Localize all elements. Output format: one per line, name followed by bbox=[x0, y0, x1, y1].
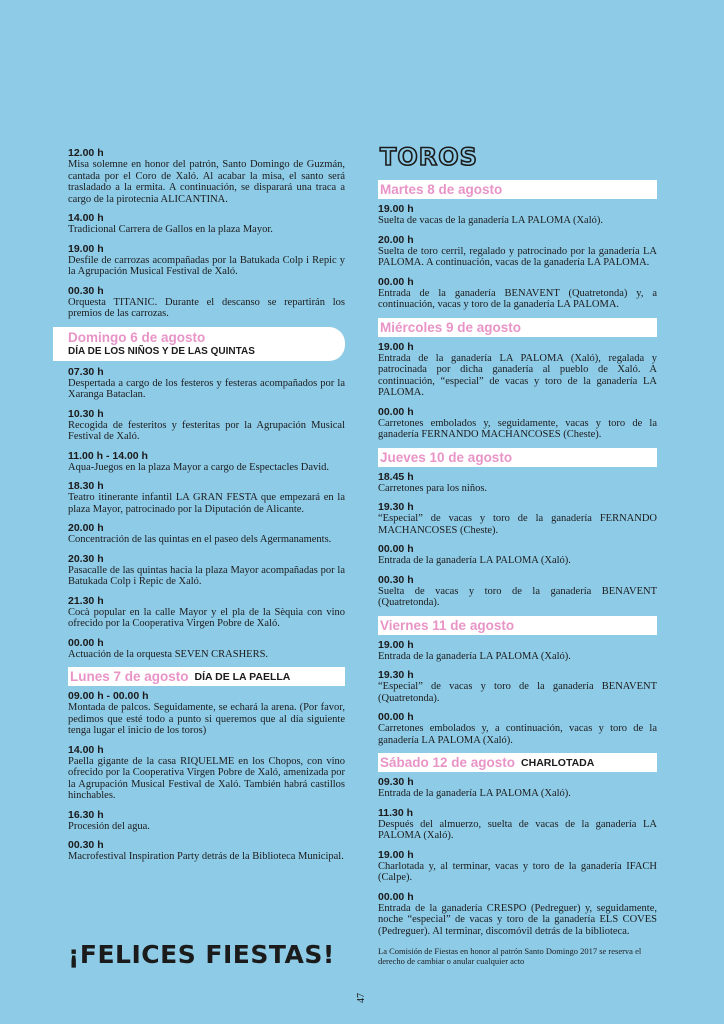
event-time: 00.00 h bbox=[378, 275, 414, 288]
event-time: 20.00 h bbox=[68, 522, 104, 534]
day-title: Jueves 10 de agosto bbox=[380, 449, 513, 465]
event bbox=[68, 637, 345, 661]
day-theme: DÍA DE LOS NIÑOS Y DE LAS QUINTAS bbox=[68, 345, 255, 357]
event-text: Paella gigante de la casa RIQUELME en los Chopos, con vino ofrecido por la Cooperativa Virgen Pobre de Xaló, amenizada por la Agrupación Musical Festival de Xaló. También habrá castillos hinchables. bbox=[68, 755, 345, 801]
event-time: 21.30 h bbox=[68, 594, 104, 607]
event-text: “Especial” de vacas y toro de la ganadería FERNANDO MACHANCOSES (Cheste). bbox=[378, 513, 657, 536]
right-column bbox=[378, 144, 657, 944]
event-time: 18.45 h bbox=[378, 470, 414, 483]
event-time: 14.00 h bbox=[68, 212, 104, 224]
event bbox=[378, 807, 657, 842]
day-header-miercoles bbox=[378, 318, 657, 337]
event bbox=[68, 690, 345, 737]
event-time: 00.30 h bbox=[68, 839, 104, 851]
event bbox=[378, 406, 657, 441]
day-title: Viernes 11 de agosto bbox=[380, 617, 515, 633]
event-time: 09.30 h bbox=[378, 776, 414, 788]
event-text: Entrada de la ganadería LA PALOMA (Xaló). bbox=[378, 555, 571, 566]
event-text: Concentración de las quintas en el paseo dels Agermanaments. bbox=[68, 534, 332, 545]
event-time: 20.30 h bbox=[68, 552, 104, 565]
event-text: Pasacalle de las quintas hacia la plaza Mayor acompañadas por la Batukada Colp i Repic de Xaló. bbox=[68, 564, 345, 587]
event-time: 19.00 h bbox=[378, 638, 414, 651]
event-time: 16.30 h bbox=[68, 808, 104, 821]
event-text: “Especial” de vacas y toro de la ganadería BENAVENT (Quatretonda). bbox=[378, 681, 657, 704]
event-time: 19.00 h bbox=[378, 340, 414, 353]
day-header-lunes bbox=[68, 667, 345, 686]
miercoles-events bbox=[378, 341, 657, 441]
event bbox=[378, 543, 657, 567]
event-time: 07.30 h bbox=[68, 365, 104, 378]
event bbox=[68, 553, 345, 588]
event bbox=[68, 809, 345, 833]
event-text: Suelta de vacas de la ganadería LA PALOMA (Xaló). bbox=[378, 215, 604, 226]
martes-events bbox=[378, 203, 657, 311]
event bbox=[378, 669, 657, 704]
disclaimer: La Comisión de Fiestas en honor al patrón Santo Domingo 2017 se reserva el derecho de cambiar o anular cualquier acto bbox=[378, 946, 642, 966]
event bbox=[378, 711, 657, 746]
day-title: Domingo 6 de agosto bbox=[68, 329, 206, 345]
event bbox=[68, 147, 345, 205]
event-text: Entrada de la ganadería LA PALOMA (Xaló). bbox=[378, 788, 571, 799]
event-text: Actuación de la orquesta SEVEN CRASHERS. bbox=[68, 648, 269, 660]
event-time: 11.00 h - 14.00 h bbox=[68, 449, 148, 462]
event bbox=[378, 234, 657, 269]
event bbox=[68, 839, 345, 863]
day-title: Miércoles 9 de agosto bbox=[380, 319, 522, 335]
event-text: Aqua-Juegos en la plaza Mayor a cargo de Espectacles David. bbox=[68, 461, 330, 473]
event-time: 19.00 h bbox=[378, 203, 414, 215]
event-text: Carretones embolados y, seguidamente, vacas y toro de la ganadería FERNANDO MACHANCOSES (Cheste). bbox=[378, 417, 657, 440]
event-text: Suelta de vacas y toro de la ganadería BENAVENT (Quatretonda). bbox=[378, 585, 657, 608]
event bbox=[68, 285, 345, 320]
event-text: Recogida de festeritos y festeritas por la Agrupación Musical Festival de Xaló. bbox=[68, 419, 345, 442]
day-header-viernes bbox=[378, 616, 657, 635]
event-time: 20.00 h bbox=[378, 233, 414, 246]
event-time: 10.30 h bbox=[68, 407, 104, 420]
event-time: 00.00 h bbox=[378, 405, 414, 418]
event bbox=[378, 639, 657, 663]
event bbox=[378, 203, 657, 227]
event bbox=[68, 595, 345, 630]
event bbox=[68, 212, 345, 236]
event-time: 14.00 h bbox=[68, 743, 104, 756]
event bbox=[68, 408, 345, 443]
event-time: 00.30 h bbox=[378, 573, 414, 586]
event-time: 19.30 h bbox=[378, 669, 414, 681]
event bbox=[68, 450, 345, 474]
felices-fiestas-heading: ¡FELICES FIESTAS! bbox=[68, 940, 335, 969]
event-text: Charlotada y, al terminar, vacas y toro de la ganadería IFACH (Calpe). bbox=[378, 860, 657, 883]
event-time: 09.00 h - 00.00 h bbox=[68, 690, 149, 702]
event bbox=[68, 243, 345, 278]
event-text: Entrada de la ganadería CRESPO (Pedreguer) y, seguidamente, noche “especial” de vacas y toro de la ganadería ELS COVES (Pedreguer). Al terminar, discomóvil detrás de la biblioteca. bbox=[378, 902, 657, 937]
event-text: Después del almuerzo, suelta de vacas de la ganadería LA PALOMA (Xaló). bbox=[378, 818, 657, 841]
event-text: Procesión del agua. bbox=[68, 820, 150, 832]
event-text: Cocà popular en la calle Mayor y el pla de la Sèquia con vino ofrecido por la Cooperativa Virgen Pobre de Xaló. bbox=[68, 606, 345, 629]
event-text: Entrada de la ganadería BENAVENT (Quatretonda) y, a continuación, vacas y toro de la ganadería LA PALOMA. bbox=[378, 287, 657, 310]
intro-events bbox=[68, 147, 345, 320]
day-theme: CHARLOTADA bbox=[521, 756, 595, 769]
event bbox=[68, 522, 345, 546]
event-text: Entrada de la ganadería LA PALOMA (Xaló). bbox=[378, 650, 571, 662]
day-theme: DÍA DE LA PAELLA bbox=[194, 670, 291, 683]
event bbox=[378, 341, 657, 399]
event bbox=[378, 471, 657, 495]
event-time: 18.30 h bbox=[68, 480, 104, 492]
event-text: Suelta de toro cerril, regalado y patrocinado por la ganadería LA PALOMA. A continuación, vacas de la ganadería LA PALOMA. bbox=[378, 245, 657, 268]
event-text: Teatro itinerante infantil LA GRAN FESTA que empezará en la plaza Mayor, patrocinado por la Diputación de Alicante. bbox=[68, 492, 345, 515]
event-text: Despertada a cargo de los festeros y festeras acompañados por la Xaranga Bataclan. bbox=[68, 377, 345, 400]
event bbox=[378, 849, 657, 884]
event-text: Entrada de la ganadería LA PALOMA (Xaló), regalada y patrocinada por dicha ganadería al pueblo de Xaló. A continuación, “especial” de vacas y toro de la ganadería LA PALOMA. bbox=[378, 352, 657, 398]
event-text: Montada de palcos. Seguidamente, se echará la arena. (Por favor, pedimos que esté todo a punto si queremos que al día siguiente tenga lugar el inicio de los toros) bbox=[68, 702, 345, 736]
event-time: 00.00 h bbox=[378, 890, 414, 903]
event-text: Misa solemne en honor del patrón, Santo Domingo de Guzmán, cantada por el Coro de Xaló. Al acabar la misa, el santo será trasladado a la ermita. A continuación, se disparará una traca a cargo de la pirotecnia ALICANTINA. bbox=[68, 159, 345, 205]
viernes-events bbox=[378, 639, 657, 747]
day-header-jueves bbox=[378, 448, 657, 467]
toros-heading: TOROS bbox=[380, 143, 478, 171]
jueves-events bbox=[378, 471, 657, 609]
day-header-sabado bbox=[378, 753, 657, 772]
event-time: 00.00 h bbox=[68, 636, 104, 649]
event-text: Macrofestival Inspiration Party detrás de la Biblioteca Municipal. bbox=[68, 851, 344, 862]
day-title: Sábado 12 de agosto bbox=[380, 755, 516, 770]
left-column bbox=[68, 147, 345, 870]
day-header-domingo bbox=[53, 327, 345, 361]
day-title: Lunes 7 de agosto bbox=[70, 669, 189, 684]
event bbox=[378, 501, 657, 536]
page-number: 47 bbox=[356, 993, 367, 1003]
event-text: Tradicional Carrera de Gallos en la plaza Mayor. bbox=[68, 224, 273, 235]
event-time: 19.30 h bbox=[378, 501, 414, 513]
event bbox=[378, 776, 657, 800]
event bbox=[68, 744, 345, 802]
event-time: 00.00 h bbox=[378, 711, 414, 723]
event bbox=[68, 366, 345, 401]
event-time: 11.30 h bbox=[378, 806, 414, 819]
event-time: 12.00 h bbox=[68, 147, 104, 159]
domingo-events bbox=[68, 366, 345, 661]
event bbox=[378, 574, 657, 609]
lunes-events bbox=[68, 690, 345, 863]
event-time: 19.00 h bbox=[378, 848, 414, 861]
event-time: 00.30 h bbox=[68, 284, 104, 297]
day-header-martes bbox=[378, 180, 657, 199]
event-text: Carretones para los niños. bbox=[378, 482, 488, 494]
event bbox=[68, 480, 345, 515]
event-text: Desfile de carrozas acompañadas por la Batukada Colp i Repic y la Agrupación Musical Festival de Xaló. bbox=[68, 254, 345, 277]
event bbox=[378, 891, 657, 938]
event-time: 00.00 h bbox=[378, 543, 414, 555]
event-text: Carretones embolados y, a continuación, vacas y toro de la ganadería LA PALOMA (Xaló). bbox=[378, 723, 657, 746]
day-title: Martes 8 de agosto bbox=[380, 182, 503, 197]
event bbox=[378, 276, 657, 311]
sabado-events bbox=[378, 776, 657, 937]
event-text: Orquesta TITANIC. Durante el descanso se repartirán los premios de las carrozas. bbox=[68, 296, 345, 319]
event-time: 19.00 h bbox=[68, 242, 104, 255]
